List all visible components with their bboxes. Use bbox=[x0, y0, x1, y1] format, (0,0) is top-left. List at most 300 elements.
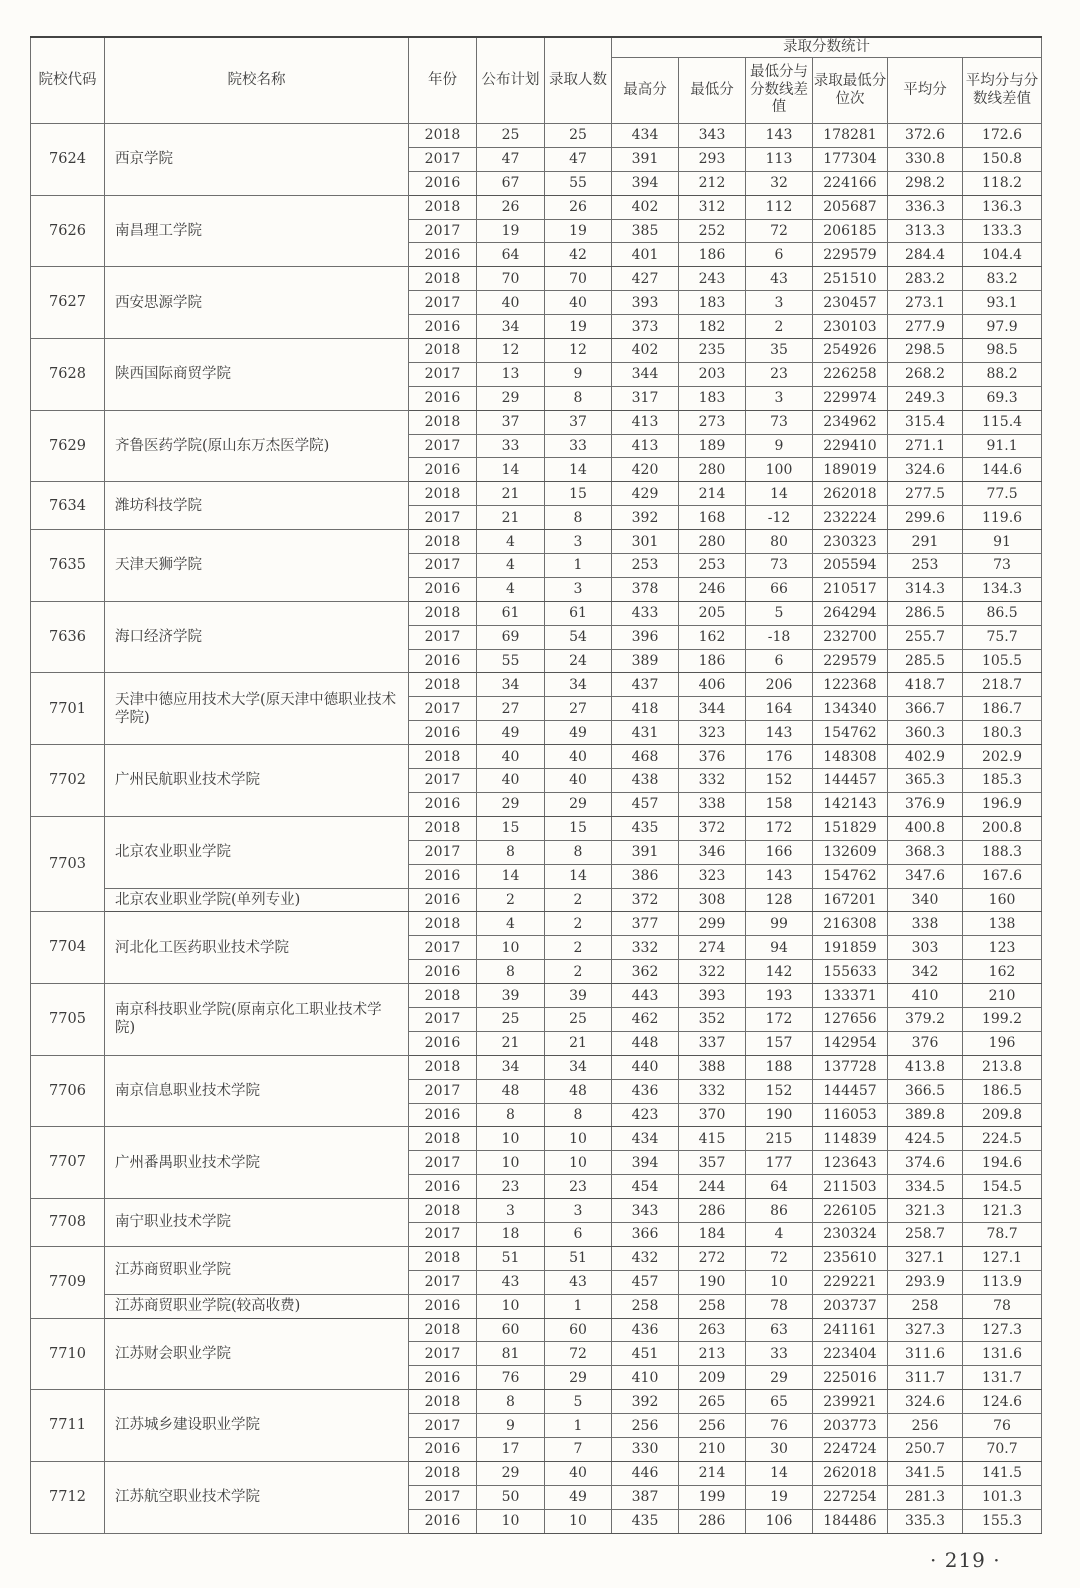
admitted-cell: 25 bbox=[545, 1007, 612, 1031]
avg-diff-cell: 77.5 bbox=[963, 482, 1042, 506]
admitted-cell: 6 bbox=[545, 1222, 612, 1246]
avg-diff-cell: 83.2 bbox=[963, 267, 1042, 291]
year-cell: 2017 bbox=[409, 291, 477, 315]
avg-diff-cell: 185.3 bbox=[963, 769, 1042, 793]
year-cell: 2018 bbox=[409, 984, 477, 1008]
school-code-cell: 7708 bbox=[31, 1199, 105, 1247]
avg-diff-cell: 224.5 bbox=[963, 1127, 1042, 1151]
school-name-cell: 广州番禺职业技术学院 bbox=[105, 1127, 409, 1199]
max-score-cell: 433 bbox=[612, 601, 679, 625]
min-score-cell: 162 bbox=[679, 625, 746, 649]
admitted-cell: 1 bbox=[545, 1294, 612, 1318]
min-rank-cell: 234962 bbox=[813, 410, 888, 434]
min-score-cell: 393 bbox=[679, 984, 746, 1008]
min-score-cell: 183 bbox=[679, 386, 746, 410]
avg-diff-cell: 200.8 bbox=[963, 816, 1042, 840]
min-score-cell: 209 bbox=[679, 1366, 746, 1390]
max-score-cell: 410 bbox=[612, 1366, 679, 1390]
avg-score-cell: 379.2 bbox=[888, 1007, 963, 1031]
min-rank-cell: 155633 bbox=[813, 960, 888, 984]
min-rank-cell: 216308 bbox=[813, 912, 888, 936]
plan-cell: 51 bbox=[477, 1246, 545, 1270]
admitted-cell: 8 bbox=[545, 840, 612, 864]
plan-cell: 4 bbox=[477, 554, 545, 578]
year-cell: 2017 bbox=[409, 554, 477, 578]
plan-cell: 4 bbox=[477, 577, 545, 601]
min-diff-cell: 3 bbox=[746, 291, 813, 315]
avg-diff-cell: 180.3 bbox=[963, 721, 1042, 745]
admitted-cell: 60 bbox=[545, 1318, 612, 1342]
school-name-cell: 西京学院 bbox=[105, 124, 409, 196]
min-score-cell: 376 bbox=[679, 745, 746, 769]
min-diff-cell: 94 bbox=[746, 936, 813, 960]
plan-cell: 26 bbox=[477, 195, 545, 219]
max-score-cell: 436 bbox=[612, 1079, 679, 1103]
avg-diff-cell: 188.3 bbox=[963, 840, 1042, 864]
min-score-cell: 213 bbox=[679, 1342, 746, 1366]
min-score-cell: 346 bbox=[679, 840, 746, 864]
avg-score-cell: 250.7 bbox=[888, 1437, 963, 1461]
table-row bbox=[31, 912, 1042, 936]
year-cell: 2018 bbox=[409, 1055, 477, 1079]
min-diff-cell: 206 bbox=[746, 673, 813, 697]
min-score-cell: 246 bbox=[679, 577, 746, 601]
admitted-cell: 3 bbox=[545, 577, 612, 601]
admitted-cell: 43 bbox=[545, 1270, 612, 1294]
plan-cell: 10 bbox=[477, 1151, 545, 1175]
year-cell: 2017 bbox=[409, 434, 477, 458]
school-code-cell: 7627 bbox=[31, 267, 105, 339]
year-cell: 2016 bbox=[409, 721, 477, 745]
max-score-cell: 402 bbox=[612, 339, 679, 363]
year-cell: 2018 bbox=[409, 530, 477, 554]
min-diff-cell: 158 bbox=[746, 792, 813, 816]
year-cell: 2018 bbox=[409, 1390, 477, 1414]
year-cell: 2017 bbox=[409, 362, 477, 386]
table-row bbox=[31, 339, 1042, 363]
table-row bbox=[31, 1199, 1042, 1223]
admitted-cell: 8 bbox=[545, 386, 612, 410]
school-code-cell: 7636 bbox=[31, 601, 105, 673]
min-diff-cell: 166 bbox=[746, 840, 813, 864]
school-name-cell: 齐鲁医药学院(原山东万杰医学院) bbox=[105, 410, 409, 482]
admitted-cell: 10 bbox=[545, 1127, 612, 1151]
admitted-cell: 15 bbox=[545, 816, 612, 840]
min-rank-cell: 251510 bbox=[813, 267, 888, 291]
table-row bbox=[31, 1246, 1042, 1270]
min-score-cell: 299 bbox=[679, 912, 746, 936]
year-cell: 2016 bbox=[409, 1294, 477, 1318]
avg-diff-cell: 78.7 bbox=[963, 1222, 1042, 1246]
min-rank-cell: 134340 bbox=[813, 697, 888, 721]
plan-cell: 25 bbox=[477, 124, 545, 148]
header-admitted: 录取人数 bbox=[545, 37, 612, 124]
avg-diff-cell: 154.5 bbox=[963, 1175, 1042, 1199]
min-diff-cell: 23 bbox=[746, 362, 813, 386]
min-diff-cell: 157 bbox=[746, 1031, 813, 1055]
avg-score-cell: 298.2 bbox=[888, 171, 963, 195]
avg-score-cell: 366.7 bbox=[888, 697, 963, 721]
max-score-cell: 366 bbox=[612, 1222, 679, 1246]
plan-cell: 64 bbox=[477, 243, 545, 267]
admitted-cell: 48 bbox=[545, 1079, 612, 1103]
admitted-cell: 37 bbox=[545, 410, 612, 434]
min-score-cell: 253 bbox=[679, 554, 746, 578]
year-cell: 2017 bbox=[409, 1007, 477, 1031]
avg-score-cell: 281.3 bbox=[888, 1485, 963, 1509]
max-score-cell: 391 bbox=[612, 840, 679, 864]
min-diff-cell: 177 bbox=[746, 1151, 813, 1175]
min-rank-cell: 142954 bbox=[813, 1031, 888, 1055]
max-score-cell: 438 bbox=[612, 769, 679, 793]
avg-diff-cell: 73 bbox=[963, 554, 1042, 578]
admitted-cell: 72 bbox=[545, 1342, 612, 1366]
avg-score-cell: 342 bbox=[888, 960, 963, 984]
max-score-cell: 462 bbox=[612, 1007, 679, 1031]
header-min-diff: 最低分与分数线差值 bbox=[746, 58, 813, 124]
avg-diff-cell: 155.3 bbox=[963, 1509, 1042, 1533]
min-rank-cell: 116053 bbox=[813, 1103, 888, 1127]
plan-cell: 8 bbox=[477, 840, 545, 864]
plan-cell: 9 bbox=[477, 1414, 545, 1438]
school-name-cell: 北京农业职业学院(单列专业) bbox=[105, 888, 409, 912]
admitted-cell: 3 bbox=[545, 530, 612, 554]
max-score-cell: 437 bbox=[612, 673, 679, 697]
min-rank-cell: 225016 bbox=[813, 1366, 888, 1390]
year-cell: 2018 bbox=[409, 601, 477, 625]
school-name-cell: 江苏城乡建设职业学院 bbox=[105, 1390, 409, 1462]
min-rank-cell: 262018 bbox=[813, 482, 888, 506]
year-cell: 2018 bbox=[409, 1461, 477, 1485]
admitted-cell: 70 bbox=[545, 267, 612, 291]
avg-diff-cell: 97.9 bbox=[963, 315, 1042, 339]
year-cell: 2017 bbox=[409, 1342, 477, 1366]
year-cell: 2017 bbox=[409, 1222, 477, 1246]
avg-score-cell: 335.3 bbox=[888, 1509, 963, 1533]
plan-cell: 69 bbox=[477, 625, 545, 649]
avg-score-cell: 315.4 bbox=[888, 410, 963, 434]
min-score-cell: 265 bbox=[679, 1390, 746, 1414]
min-score-cell: 182 bbox=[679, 315, 746, 339]
min-rank-cell: 205594 bbox=[813, 554, 888, 578]
admitted-cell: 15 bbox=[545, 482, 612, 506]
min-rank-cell: 241161 bbox=[813, 1318, 888, 1342]
school-name-cell: 潍坊科技学院 bbox=[105, 482, 409, 530]
school-code-cell: 7629 bbox=[31, 410, 105, 482]
plan-cell: 27 bbox=[477, 697, 545, 721]
plan-cell: 8 bbox=[477, 1390, 545, 1414]
year-cell: 2017 bbox=[409, 1270, 477, 1294]
plan-cell: 21 bbox=[477, 506, 545, 530]
min-rank-cell: 229974 bbox=[813, 386, 888, 410]
school-code-cell: 7626 bbox=[31, 195, 105, 267]
year-cell: 2016 bbox=[409, 888, 477, 912]
max-score-cell: 391 bbox=[612, 147, 679, 171]
admitted-cell: 7 bbox=[545, 1437, 612, 1461]
year-cell: 2018 bbox=[409, 339, 477, 363]
min-diff-cell: 33 bbox=[746, 1342, 813, 1366]
school-code-cell: 7709 bbox=[31, 1246, 105, 1318]
plan-cell: 34 bbox=[477, 673, 545, 697]
avg-score-cell: 256 bbox=[888, 1414, 963, 1438]
admitted-cell: 19 bbox=[545, 315, 612, 339]
min-score-cell: 189 bbox=[679, 434, 746, 458]
max-score-cell: 387 bbox=[612, 1485, 679, 1509]
school-code-cell: 7711 bbox=[31, 1390, 105, 1462]
min-diff-cell: 4 bbox=[746, 1222, 813, 1246]
year-cell: 2017 bbox=[409, 936, 477, 960]
min-diff-cell: 73 bbox=[746, 410, 813, 434]
plan-cell: 40 bbox=[477, 769, 545, 793]
year-cell: 2018 bbox=[409, 195, 477, 219]
min-diff-cell: 143 bbox=[746, 864, 813, 888]
year-cell: 2016 bbox=[409, 960, 477, 984]
year-cell: 2017 bbox=[409, 840, 477, 864]
min-rank-cell: 224724 bbox=[813, 1437, 888, 1461]
admitted-cell: 8 bbox=[545, 1103, 612, 1127]
avg-score-cell: 360.3 bbox=[888, 721, 963, 745]
plan-cell: 55 bbox=[477, 649, 545, 673]
min-rank-cell: 123643 bbox=[813, 1151, 888, 1175]
avg-score-cell: 365.3 bbox=[888, 769, 963, 793]
plan-cell: 29 bbox=[477, 386, 545, 410]
header-code: 院校代码 bbox=[31, 37, 105, 124]
admitted-cell: 14 bbox=[545, 458, 612, 482]
min-score-cell: 168 bbox=[679, 506, 746, 530]
header-stats-title: 录取分数统计 bbox=[612, 37, 1042, 58]
avg-diff-cell: 91.1 bbox=[963, 434, 1042, 458]
avg-diff-cell: 186.5 bbox=[963, 1079, 1042, 1103]
plan-cell: 29 bbox=[477, 1461, 545, 1485]
min-diff-cell: 6 bbox=[746, 243, 813, 267]
admitted-cell: 2 bbox=[545, 912, 612, 936]
admitted-cell: 27 bbox=[545, 697, 612, 721]
min-diff-cell: 176 bbox=[746, 745, 813, 769]
year-cell: 2017 bbox=[409, 1414, 477, 1438]
max-score-cell: 332 bbox=[612, 936, 679, 960]
avg-score-cell: 253 bbox=[888, 554, 963, 578]
school-name-cell: 河北化工医药职业技术学院 bbox=[105, 912, 409, 984]
plan-cell: 21 bbox=[477, 482, 545, 506]
table-row bbox=[31, 195, 1042, 219]
max-score-cell: 457 bbox=[612, 1270, 679, 1294]
year-cell: 2017 bbox=[409, 219, 477, 243]
year-cell: 2016 bbox=[409, 458, 477, 482]
table-row bbox=[31, 124, 1042, 148]
year-cell: 2018 bbox=[409, 816, 477, 840]
min-rank-cell: 133371 bbox=[813, 984, 888, 1008]
admitted-cell: 2 bbox=[545, 960, 612, 984]
min-diff-cell: 172 bbox=[746, 816, 813, 840]
min-rank-cell: 230103 bbox=[813, 315, 888, 339]
max-score-cell: 362 bbox=[612, 960, 679, 984]
plan-cell: 48 bbox=[477, 1079, 545, 1103]
admitted-cell: 49 bbox=[545, 721, 612, 745]
plan-cell: 13 bbox=[477, 362, 545, 386]
avg-score-cell: 347.6 bbox=[888, 864, 963, 888]
plan-cell: 34 bbox=[477, 1055, 545, 1079]
school-code-cell: 7705 bbox=[31, 984, 105, 1056]
year-cell: 2018 bbox=[409, 1246, 477, 1270]
school-name-cell: 江苏商贸职业学院 bbox=[105, 1246, 409, 1294]
max-score-cell: 378 bbox=[612, 577, 679, 601]
min-score-cell: 183 bbox=[679, 291, 746, 315]
school-code-cell: 7707 bbox=[31, 1127, 105, 1199]
avg-score-cell: 376.9 bbox=[888, 792, 963, 816]
max-score-cell: 401 bbox=[612, 243, 679, 267]
min-diff-cell: 30 bbox=[746, 1437, 813, 1461]
avg-diff-cell: 118.2 bbox=[963, 171, 1042, 195]
min-diff-cell: 143 bbox=[746, 124, 813, 148]
admitted-cell: 1 bbox=[545, 1414, 612, 1438]
min-rank-cell: 154762 bbox=[813, 721, 888, 745]
header-avg: 平均分 bbox=[888, 58, 963, 124]
plan-cell: 15 bbox=[477, 816, 545, 840]
min-diff-cell: 64 bbox=[746, 1175, 813, 1199]
min-rank-cell: 254926 bbox=[813, 339, 888, 363]
max-score-cell: 413 bbox=[612, 410, 679, 434]
min-diff-cell: 113 bbox=[746, 147, 813, 171]
avg-score-cell: 410 bbox=[888, 984, 963, 1008]
year-cell: 2018 bbox=[409, 1127, 477, 1151]
max-score-cell: 435 bbox=[612, 816, 679, 840]
school-code-cell: 7628 bbox=[31, 339, 105, 411]
avg-score-cell: 366.5 bbox=[888, 1079, 963, 1103]
min-score-cell: 322 bbox=[679, 960, 746, 984]
min-score-cell: 308 bbox=[679, 888, 746, 912]
school-name-cell: 南京科技职业学院(原南京化工职业技术学院) bbox=[105, 984, 409, 1056]
avg-diff-cell: 218.7 bbox=[963, 673, 1042, 697]
avg-score-cell: 255.7 bbox=[888, 625, 963, 649]
plan-cell: 33 bbox=[477, 434, 545, 458]
min-rank-cell: 114839 bbox=[813, 1127, 888, 1151]
max-score-cell: 468 bbox=[612, 745, 679, 769]
admitted-cell: 42 bbox=[545, 243, 612, 267]
school-code-cell: 7635 bbox=[31, 530, 105, 602]
min-rank-cell: 229221 bbox=[813, 1270, 888, 1294]
avg-score-cell: 271.1 bbox=[888, 434, 963, 458]
avg-score-cell: 313.3 bbox=[888, 219, 963, 243]
admitted-cell: 8 bbox=[545, 506, 612, 530]
min-diff-cell: 143 bbox=[746, 721, 813, 745]
avg-diff-cell: 134.3 bbox=[963, 577, 1042, 601]
max-score-cell: 256 bbox=[612, 1414, 679, 1438]
min-diff-cell: 63 bbox=[746, 1318, 813, 1342]
avg-diff-cell: 131.7 bbox=[963, 1366, 1042, 1390]
max-score-cell: 432 bbox=[612, 1246, 679, 1270]
avg-diff-cell: 194.6 bbox=[963, 1151, 1042, 1175]
avg-diff-cell: 123 bbox=[963, 936, 1042, 960]
max-score-cell: 258 bbox=[612, 1294, 679, 1318]
min-score-cell: 280 bbox=[679, 458, 746, 482]
table-row bbox=[31, 601, 1042, 625]
avg-score-cell: 336.3 bbox=[888, 195, 963, 219]
plan-cell: 39 bbox=[477, 984, 545, 1008]
max-score-cell: 343 bbox=[612, 1199, 679, 1223]
min-score-cell: 190 bbox=[679, 1270, 746, 1294]
plan-cell: 34 bbox=[477, 315, 545, 339]
avg-diff-cell: 93.1 bbox=[963, 291, 1042, 315]
max-score-cell: 413 bbox=[612, 434, 679, 458]
avg-diff-cell: 141.5 bbox=[963, 1461, 1042, 1485]
max-score-cell: 377 bbox=[612, 912, 679, 936]
admitted-cell: 40 bbox=[545, 291, 612, 315]
min-diff-cell: 188 bbox=[746, 1055, 813, 1079]
header-max: 最高分 bbox=[612, 58, 679, 124]
min-rank-cell: 235610 bbox=[813, 1246, 888, 1270]
avg-diff-cell: 70.7 bbox=[963, 1437, 1042, 1461]
avg-score-cell: 341.5 bbox=[888, 1461, 963, 1485]
min-rank-cell: 205687 bbox=[813, 195, 888, 219]
plan-cell: 67 bbox=[477, 171, 545, 195]
max-score-cell: 317 bbox=[612, 386, 679, 410]
max-score-cell: 389 bbox=[612, 649, 679, 673]
avg-score-cell: 258.7 bbox=[888, 1222, 963, 1246]
min-score-cell: 344 bbox=[679, 697, 746, 721]
school-name-cell: 北京农业职业学院 bbox=[105, 816, 409, 888]
min-rank-cell: 230323 bbox=[813, 530, 888, 554]
avg-diff-cell: 75.7 bbox=[963, 625, 1042, 649]
admitted-cell: 47 bbox=[545, 147, 612, 171]
min-rank-cell: 148308 bbox=[813, 745, 888, 769]
min-score-cell: 214 bbox=[679, 482, 746, 506]
avg-score-cell: 311.6 bbox=[888, 1342, 963, 1366]
plan-cell: 70 bbox=[477, 267, 545, 291]
table-row bbox=[31, 530, 1042, 554]
avg-diff-cell: 133.3 bbox=[963, 219, 1042, 243]
min-diff-cell: 9 bbox=[746, 434, 813, 458]
plan-cell: 10 bbox=[477, 1509, 545, 1533]
year-cell: 2016 bbox=[409, 1103, 477, 1127]
min-score-cell: 235 bbox=[679, 339, 746, 363]
avg-diff-cell: 98.5 bbox=[963, 339, 1042, 363]
avg-score-cell: 314.3 bbox=[888, 577, 963, 601]
avg-score-cell: 249.3 bbox=[888, 386, 963, 410]
max-score-cell: 396 bbox=[612, 625, 679, 649]
min-rank-cell: 224166 bbox=[813, 171, 888, 195]
avg-diff-cell: 104.4 bbox=[963, 243, 1042, 267]
year-cell: 2016 bbox=[409, 171, 477, 195]
admitted-cell: 39 bbox=[545, 984, 612, 1008]
min-rank-cell: 229410 bbox=[813, 434, 888, 458]
min-diff-cell: 72 bbox=[746, 1246, 813, 1270]
avg-score-cell: 268.2 bbox=[888, 362, 963, 386]
max-score-cell: 431 bbox=[612, 721, 679, 745]
avg-score-cell: 372.6 bbox=[888, 124, 963, 148]
avg-score-cell: 374.6 bbox=[888, 1151, 963, 1175]
plan-cell: 50 bbox=[477, 1485, 545, 1509]
avg-diff-cell: 162 bbox=[963, 960, 1042, 984]
admitted-cell: 1 bbox=[545, 554, 612, 578]
min-rank-cell: 230324 bbox=[813, 1222, 888, 1246]
min-diff-cell: 5 bbox=[746, 601, 813, 625]
min-diff-cell: 128 bbox=[746, 888, 813, 912]
year-cell: 2016 bbox=[409, 1031, 477, 1055]
min-rank-cell: 239921 bbox=[813, 1390, 888, 1414]
min-rank-cell: 229579 bbox=[813, 243, 888, 267]
min-rank-cell: 227254 bbox=[813, 1485, 888, 1509]
avg-diff-cell: 138 bbox=[963, 912, 1042, 936]
avg-diff-cell: 196 bbox=[963, 1031, 1042, 1055]
avg-diff-cell: 69.3 bbox=[963, 386, 1042, 410]
min-diff-cell: 78 bbox=[746, 1294, 813, 1318]
avg-score-cell: 330.8 bbox=[888, 147, 963, 171]
avg-score-cell: 338 bbox=[888, 912, 963, 936]
table-row bbox=[31, 267, 1042, 291]
admitted-cell: 40 bbox=[545, 769, 612, 793]
min-diff-cell: 99 bbox=[746, 912, 813, 936]
admitted-cell: 26 bbox=[545, 195, 612, 219]
